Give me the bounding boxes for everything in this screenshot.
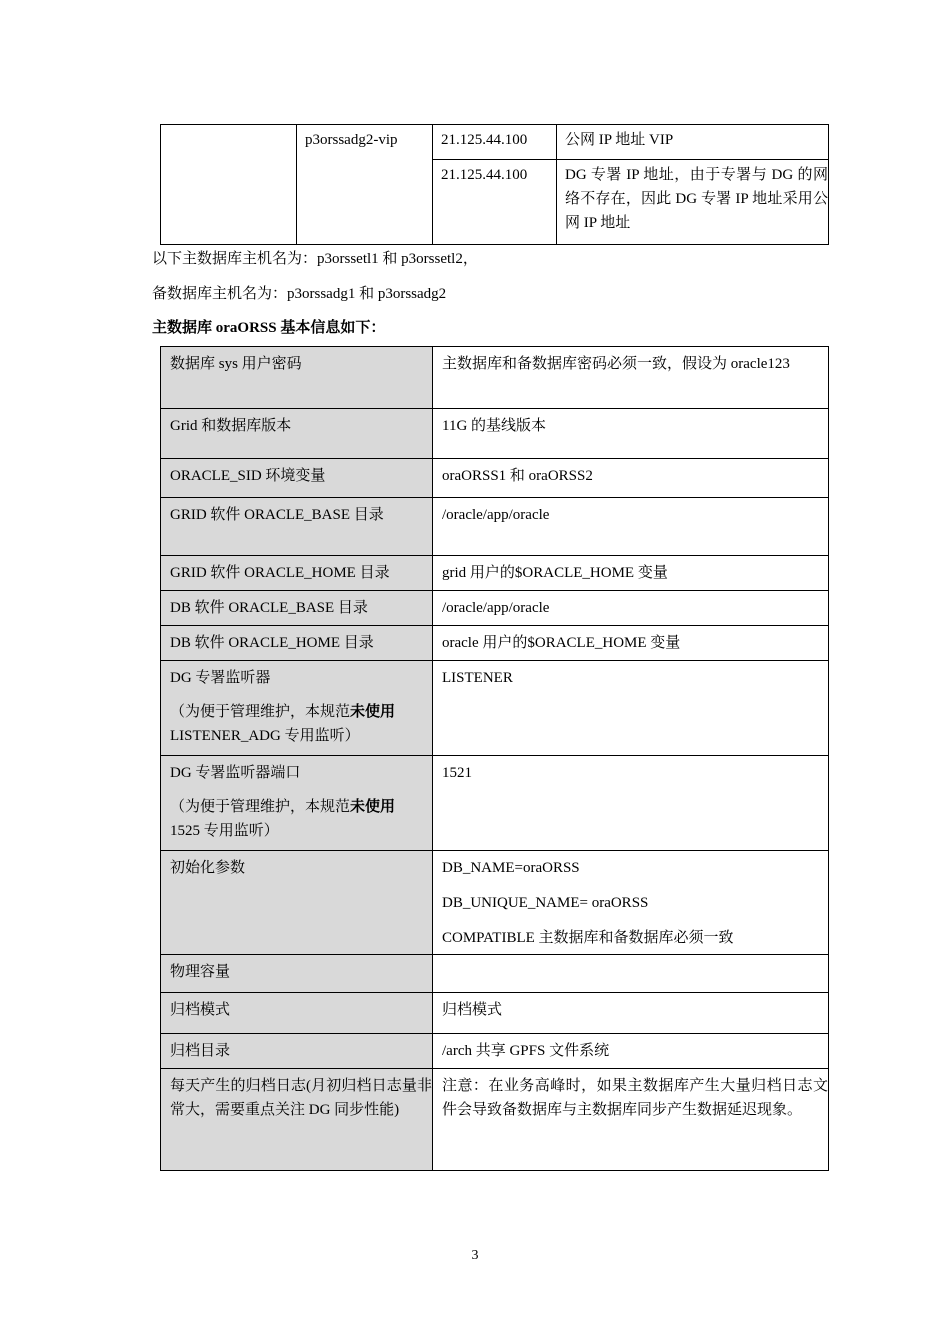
ip-cell: 21.125.44.100 bbox=[433, 160, 557, 245]
table-row bbox=[161, 409, 829, 459]
row-value bbox=[433, 955, 829, 993]
row-value: 1521 bbox=[433, 756, 829, 851]
param-line: DB_NAME=oraORSS bbox=[442, 860, 580, 876]
table-row bbox=[161, 626, 829, 661]
row-label: ORACLE_SID 环境变量 bbox=[161, 459, 433, 498]
table-row bbox=[161, 591, 829, 626]
param-line: DB_UNIQUE_NAME= oraORSS bbox=[442, 895, 649, 911]
row-label bbox=[161, 756, 433, 851]
standby-hosts-text: 备数据库主机名为：p3orssadg1 和 p3orssadg2 bbox=[152, 286, 447, 302]
table-row bbox=[161, 1034, 829, 1069]
network-table bbox=[160, 124, 829, 245]
row-label: 每天产生的归档日志(月初归档日志量非常大，需要重点关注 DG 同步性能) bbox=[161, 1069, 433, 1171]
row-value: grid 用户的$ORACLE_HOME 变量 bbox=[433, 556, 829, 591]
section-title: 主数据库 oraORSS 基本信息如下： bbox=[152, 320, 386, 336]
ip-cell: 21.125.44.100 bbox=[433, 125, 557, 160]
row-label: DB 软件 ORACLE_HOME 目录 bbox=[161, 626, 433, 661]
row-value: LISTENER bbox=[433, 661, 829, 756]
page-number: 3 bbox=[471, 1248, 479, 1263]
row-label: 物理容量 bbox=[161, 955, 433, 993]
db-info-table bbox=[160, 346, 829, 1171]
host-cell: p3orssadg2-vip bbox=[297, 125, 433, 245]
label-main: DG 专署监听器 bbox=[170, 670, 271, 686]
row-value: /oracle/app/oracle bbox=[433, 498, 829, 556]
note-text: 1525 专用监听） bbox=[170, 823, 279, 839]
row-value: 归档模式 bbox=[433, 993, 829, 1034]
row-value: 11G 的基线版本 bbox=[433, 409, 829, 459]
table-row bbox=[161, 459, 829, 498]
label-note bbox=[170, 700, 432, 748]
empty-cell bbox=[161, 125, 297, 245]
table-row bbox=[161, 993, 829, 1034]
note-text: （为便于管理维护，本规范 bbox=[170, 799, 351, 815]
row-label: 初始化参数 bbox=[161, 851, 433, 955]
row-value bbox=[433, 851, 829, 955]
row-value: oracle 用户的$ORACLE_HOME 变量 bbox=[433, 626, 829, 661]
note-bold: 未使用 bbox=[350, 799, 396, 815]
table-row bbox=[161, 955, 829, 993]
table-row bbox=[161, 851, 829, 955]
table-row bbox=[161, 661, 829, 756]
note-text: （为便于管理维护，本规范 bbox=[170, 704, 351, 720]
desc-cell: 公网 IP 地址 VIP bbox=[557, 125, 829, 160]
row-label: 归档模式 bbox=[161, 993, 433, 1034]
row-label: 归档目录 bbox=[161, 1034, 433, 1069]
row-label: 数据库 sys 用户密码 bbox=[161, 347, 433, 409]
desc-cell: DG 专署 IP 地址，由于专署与 DG 的网络不存在，因此 DG 专署 IP 地址采用公网 IP 地址 bbox=[557, 160, 829, 245]
table-row bbox=[161, 1069, 829, 1171]
table-row bbox=[161, 347, 829, 409]
param-line: COMPATIBLE 主数据库和备数据库必须一致 bbox=[442, 930, 734, 946]
note-bold: 未使用 bbox=[350, 704, 396, 720]
row-value: oraORSS1 和 oraORSS2 bbox=[433, 459, 829, 498]
row-label: GRID 软件 ORACLE_HOME 目录 bbox=[161, 556, 433, 591]
row-value: /oracle/app/oracle bbox=[433, 591, 829, 626]
table-row bbox=[161, 756, 829, 851]
row-label: GRID 软件 ORACLE_BASE 目录 bbox=[161, 498, 433, 556]
row-label: Grid 和数据库版本 bbox=[161, 409, 433, 459]
row-value: /arch 共享 GPFS 文件系统 bbox=[433, 1034, 829, 1069]
row-label: DB 软件 ORACLE_BASE 目录 bbox=[161, 591, 433, 626]
label-note bbox=[170, 795, 432, 843]
label-main: DG 专署监听器端口 bbox=[170, 765, 301, 781]
note-text: LISTENER_ADG 专用监听） bbox=[170, 728, 360, 744]
row-value: 注意：在业务高峰时，如果主数据库产生大量归档日志文件会导致备数据库与主数据库同步产生数据延迟现象。 bbox=[433, 1069, 829, 1171]
row-value: 主数据库和备数据库密码必须一致，假设为 oracle123 bbox=[433, 347, 829, 409]
table-row bbox=[161, 498, 829, 556]
row-label bbox=[161, 661, 433, 756]
primary-hosts-text: 以下主数据库主机名为：p3orssetl1 和 p3orssetl2， bbox=[152, 251, 478, 267]
table-row bbox=[161, 556, 829, 591]
